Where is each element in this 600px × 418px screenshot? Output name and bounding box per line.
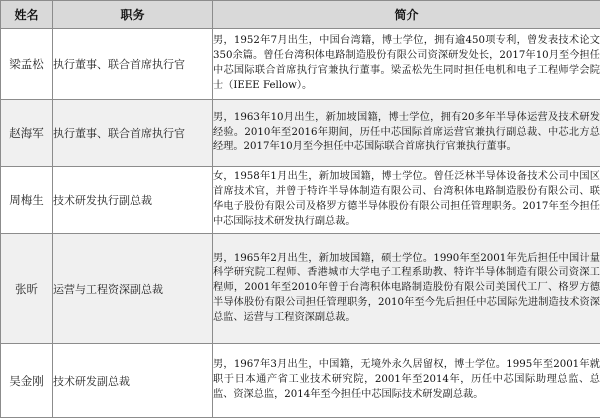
executive-name: 赵海军 [1,100,53,167]
header-row [1,1,600,29]
table-row [1,234,600,344]
executive-position: 技术研发执行副总裁 [53,167,213,234]
executive-bio: 女，1958年1月出生，新加坡国籍，博士学位。曾任泛林半导体设备技术公司中国区首席技术官，并曾于特许半导体制造有限公司、台湾积体电路制造股份有限公司、联华电子股份有限公司及格罗方德半导体股份有限公司担任管理职务。2017年至今担任中芯国际技术研发执行副总裁。 [213,167,600,234]
executive-bio: 男，1952年7月出生，中国台湾籍，博士学位，拥有逾450项专利，曾发表技术论文350余篇。曾任台湾积体电路制造股份有限公司资深研发处长，2017年10月至今担任中芯国际联合首席执行官兼执行董事。梁孟松先生同时担任电机和电子工程师学会院士（IEEE Fellow）。 [213,29,600,100]
table-row [1,29,600,100]
executive-bio: 男，1963年10月出生，新加坡国籍，博士学位，拥有20多年半导体运营及技术研发经验。2010年至2016年期间，历任中芯国际首席运营官兼执行副总裁、中芯北方总经理。2017年10月至今担任中芯国际联合首席执行官兼执行董事。 [213,100,600,167]
executive-bio: 男，1965年2月出生，新加坡国籍，硕士学位。1990年至2001年先后担任中国计量科学研究院工程师、香港城市大学电子工程系助教、特许半导体制造有限公司资深工程师，2001年至2010年曾于台湾积体电路制造股份有限公司美国代工厂、格罗方德半导体股份有限公司担任管理职务，2010年至今先后担任中芯国际先进制造技术资深总监、运营与工程资深副总裁。 [213,234,600,344]
executive-position: 执行董事、联合首席执行官 [53,29,213,100]
header-name: 姓名 [1,1,53,29]
table-row [1,100,600,167]
table-row [1,167,600,234]
executive-position: 技术研发副总裁 [53,344,213,418]
executive-name: 周梅生 [1,167,53,234]
header-bio: 简介 [213,1,600,29]
executive-bio: 男，1967年3月出生，中国籍，无境外永久居留权，博士学位。1995年至2001年就职于日本通产省工业技术研究院，2001年至2014年，历任中芯国际助理总监、总监、资深总监，2014年至今担任中芯国际技术研发副总裁。 [213,344,600,418]
executive-name: 吴金刚 [1,344,53,418]
executive-position: 运营与工程资深副总裁 [53,234,213,344]
executive-name: 梁孟松 [1,29,53,100]
header-position: 职务 [53,1,213,29]
executive-position: 执行董事、联合首席执行官 [53,100,213,167]
table-row [1,344,600,418]
executive-name: 张昕 [1,234,53,344]
